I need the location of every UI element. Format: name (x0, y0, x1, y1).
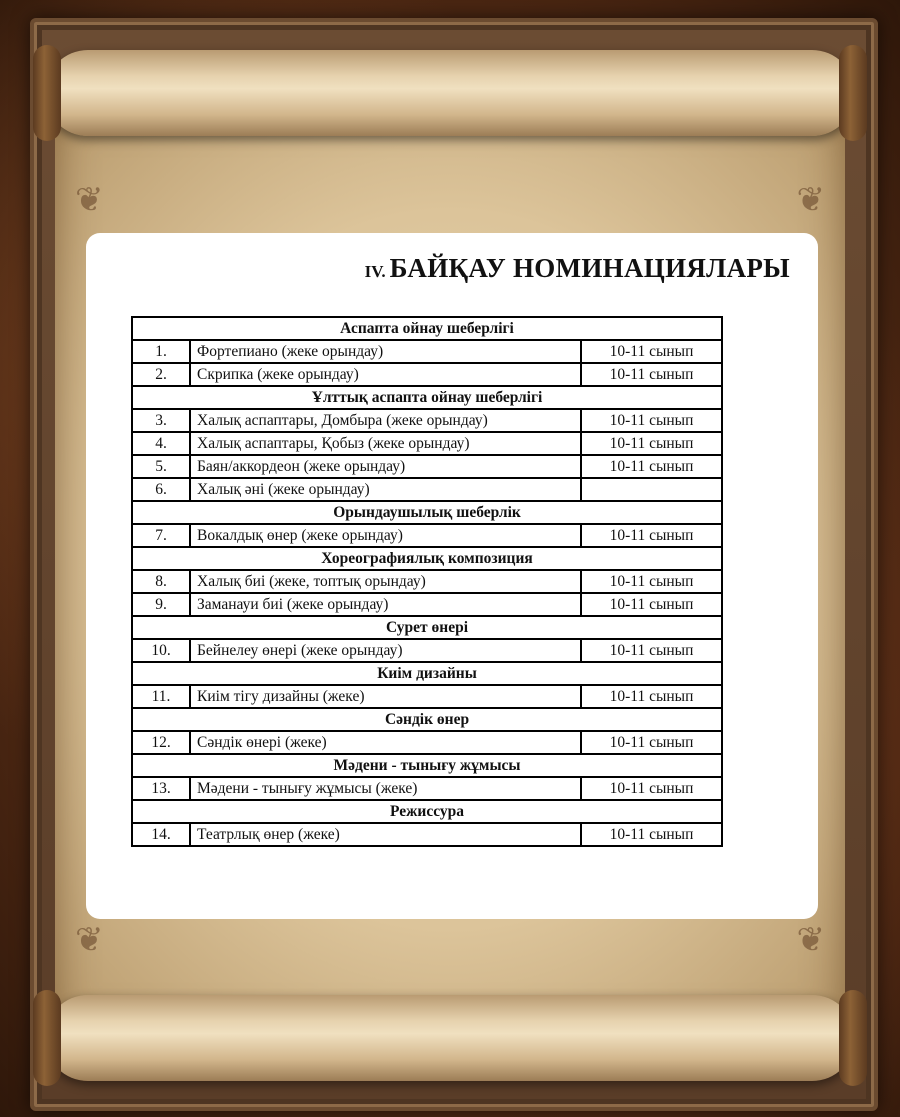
grade-level: 10-11 сынып (581, 639, 722, 662)
grade-level: 10-11 сынып (581, 340, 722, 363)
scroll-roll-bottom (45, 995, 855, 1081)
table-row (132, 478, 722, 501)
row-number: 12. (132, 731, 190, 754)
section-header: Мәдени - тынығу жұмысы (132, 754, 722, 777)
section-header: Орындаушылық шеберлік (132, 501, 722, 524)
table-row (132, 363, 722, 386)
section-header-row (132, 501, 722, 524)
row-number: 4. (132, 432, 190, 455)
flourish-ornament-icon: ❦ (75, 922, 104, 959)
nomination-name: Киім тігу дизайны (жеке) (190, 685, 581, 708)
row-number: 6. (132, 478, 190, 501)
section-header-row (132, 754, 722, 777)
section-number: IV. (364, 262, 386, 281)
section-header: Ұлттық аспапта ойнау шеберлігі (132, 386, 722, 409)
table-row (132, 340, 722, 363)
table-row (132, 685, 722, 708)
section-header: Сурет өнері (132, 616, 722, 639)
nomination-name: Бейнелеу өнері (жеке орындау) (190, 639, 581, 662)
table-row (132, 777, 722, 800)
nomination-name: Халық биі (жеке, топтық орындау) (190, 570, 581, 593)
nomination-name: Баян/аккордеон (жеке орындау) (190, 455, 581, 478)
row-number: 14. (132, 823, 190, 846)
grade-level: 10-11 сынып (581, 685, 722, 708)
grade-level: 10-11 сынып (581, 432, 722, 455)
row-number: 9. (132, 593, 190, 616)
section-title: БАЙҚАУ НОМИНАЦИЯЛАРЫ (389, 253, 790, 283)
table-row (132, 731, 722, 754)
nomination-name: Халық аспаптары, Қобыз (жеке орындау) (190, 432, 581, 455)
grade-level: 10-11 сынып (581, 524, 722, 547)
row-number: 11. (132, 685, 190, 708)
scroll-roll-top (45, 50, 855, 136)
row-number: 3. (132, 409, 190, 432)
grade-level: 10-11 сынып (581, 823, 722, 846)
flourish-ornament-icon: ❦ (796, 922, 825, 959)
row-number: 2. (132, 363, 190, 386)
table-row (132, 432, 722, 455)
section-header-row (132, 386, 722, 409)
table-row (132, 455, 722, 478)
nomination-name: Халық әні (жеке орындау) (190, 478, 581, 501)
section-header: Хореографиялық композиция (132, 547, 722, 570)
grade-level: 10-11 сынып (581, 593, 722, 616)
row-number: 7. (132, 524, 190, 547)
section-header: Аспапта ойнау шеберлігі (132, 317, 722, 340)
row-number: 8. (132, 570, 190, 593)
nomination-name: Скрипка (жеке орындау) (190, 363, 581, 386)
content-card (86, 233, 818, 919)
row-number: 5. (132, 455, 190, 478)
nomination-name: Халық аспаптары, Домбыра (жеке орындау) (190, 409, 581, 432)
section-header-row (132, 708, 722, 731)
table-row (132, 570, 722, 593)
nomination-name: Мәдени - тынығу жұмысы (жеке) (190, 777, 581, 800)
grade-level (581, 478, 722, 501)
grade-level: 10-11 сынып (581, 363, 722, 386)
flourish-ornament-icon: ❦ (75, 182, 104, 219)
grade-level: 10-11 сынып (581, 777, 722, 800)
nomination-name: Вокалдық өнер (жеке орындау) (190, 524, 581, 547)
table-row (132, 524, 722, 547)
section-header-row (132, 662, 722, 685)
section-header-row (132, 616, 722, 639)
table-row (132, 823, 722, 846)
nomination-name: Фортепиано (жеке орындау) (190, 340, 581, 363)
section-header-row (132, 547, 722, 570)
section-header: Сәндік өнер (132, 708, 722, 731)
row-number: 1. (132, 340, 190, 363)
grade-level: 10-11 сынып (581, 455, 722, 478)
row-number: 10. (132, 639, 190, 662)
table-row (132, 593, 722, 616)
nomination-name: Заманауи биі (жеке орындау) (190, 593, 581, 616)
row-number: 13. (132, 777, 190, 800)
section-header-row (132, 800, 722, 823)
grade-level: 10-11 сынып (581, 409, 722, 432)
nomination-name: Сәндік өнері (жеке) (190, 731, 581, 754)
grade-level: 10-11 сынып (581, 570, 722, 593)
table-row (132, 639, 722, 662)
section-header-row (132, 317, 722, 340)
grade-level: 10-11 сынып (581, 731, 722, 754)
nomination-name: Театрлық өнер (жеке) (190, 823, 581, 846)
nominations-table (131, 316, 723, 847)
table-row (132, 409, 722, 432)
section-header: Киім дизайны (132, 662, 722, 685)
section-header: Режиссура (132, 800, 722, 823)
page-title (365, 253, 790, 284)
flourish-ornament-icon: ❦ (796, 182, 825, 219)
